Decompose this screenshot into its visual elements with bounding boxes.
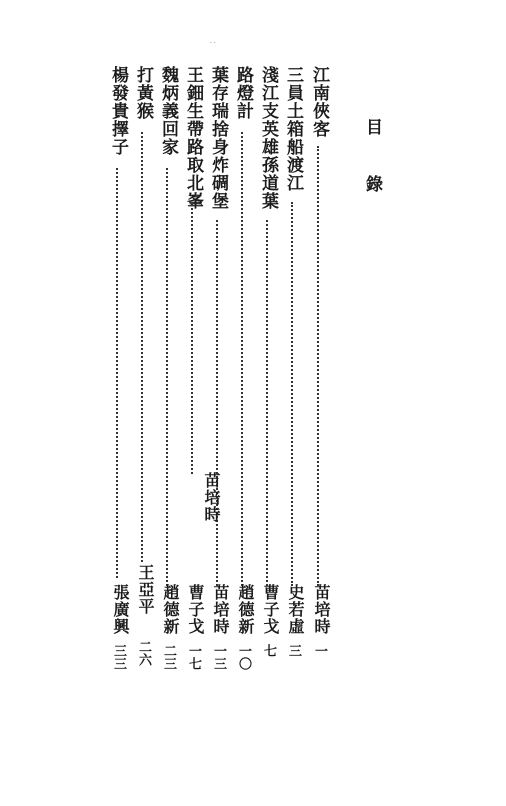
- entry-author: 曹子戈: [186, 584, 205, 635]
- dot-leader: [191, 204, 193, 474]
- entry-page-number: 七: [261, 644, 276, 657]
- entry-page-number: 一三: [211, 644, 226, 670]
- entry-title: 葉存瑞捨身炸碉堡: [208, 66, 228, 210]
- entry-page-number: 三三: [111, 644, 126, 670]
- entry-author-secondary: 苗培時: [202, 472, 221, 523]
- entry-title: 淺江支英雄孫道葉: [258, 66, 278, 210]
- dot-leader: [291, 202, 293, 586]
- dot-leader: [116, 168, 118, 578]
- entry-page-number: 二三: [161, 644, 176, 670]
- entry-title: 打黃猴: [133, 66, 153, 120]
- dot-leader: [216, 220, 218, 586]
- toc-entry[interactable]: [107, 66, 130, 670]
- print-specks: · ·: [210, 40, 216, 47]
- entry-page-number: 一: [312, 644, 327, 657]
- entry-author: 曹子戈: [261, 584, 280, 635]
- toc-entry[interactable]: [232, 66, 255, 670]
- entry-title: 三員土箱船渡江: [283, 66, 303, 192]
- toc-entry[interactable]: [257, 66, 280, 657]
- toc-entry[interactable]: [308, 66, 331, 657]
- entry-page-number: 三: [286, 644, 301, 657]
- entry-page-number: 一七: [186, 644, 201, 670]
- entry-author: 張廣興: [111, 584, 130, 635]
- dot-leader: [266, 220, 268, 586]
- entry-author: 王亞平: [136, 564, 155, 615]
- entry-title: 王鈿生帶路取北峯: [183, 66, 203, 210]
- entry-author: 趙德新: [236, 584, 255, 635]
- toc-entry[interactable]: [282, 66, 305, 657]
- entry-author: 苗培時: [312, 584, 331, 635]
- dot-leader: [141, 132, 143, 562]
- entry-author: 史若虛: [286, 584, 305, 635]
- entry-author: 苗培時: [211, 584, 230, 635]
- toc-entry[interactable]: [207, 66, 230, 670]
- entry-title: 路燈計: [233, 66, 253, 120]
- entry-title: 魏炳義回家: [158, 66, 178, 156]
- toc-entry[interactable]: [157, 66, 180, 670]
- entry-page-number: 二六: [136, 640, 151, 666]
- entry-author: 趙德新: [161, 584, 180, 635]
- toc-entry[interactable]: [132, 66, 155, 666]
- dot-leader: [166, 168, 168, 586]
- entry-title: 楊發貴擇子: [108, 66, 128, 156]
- toc-title: 目錄: [362, 118, 382, 232]
- entry-page-number: 一〇: [236, 644, 251, 670]
- entry-title: 江南俠客: [309, 66, 329, 138]
- dot-leader: [241, 132, 243, 586]
- toc-entry[interactable]: [182, 66, 205, 670]
- dot-leader: [317, 146, 319, 586]
